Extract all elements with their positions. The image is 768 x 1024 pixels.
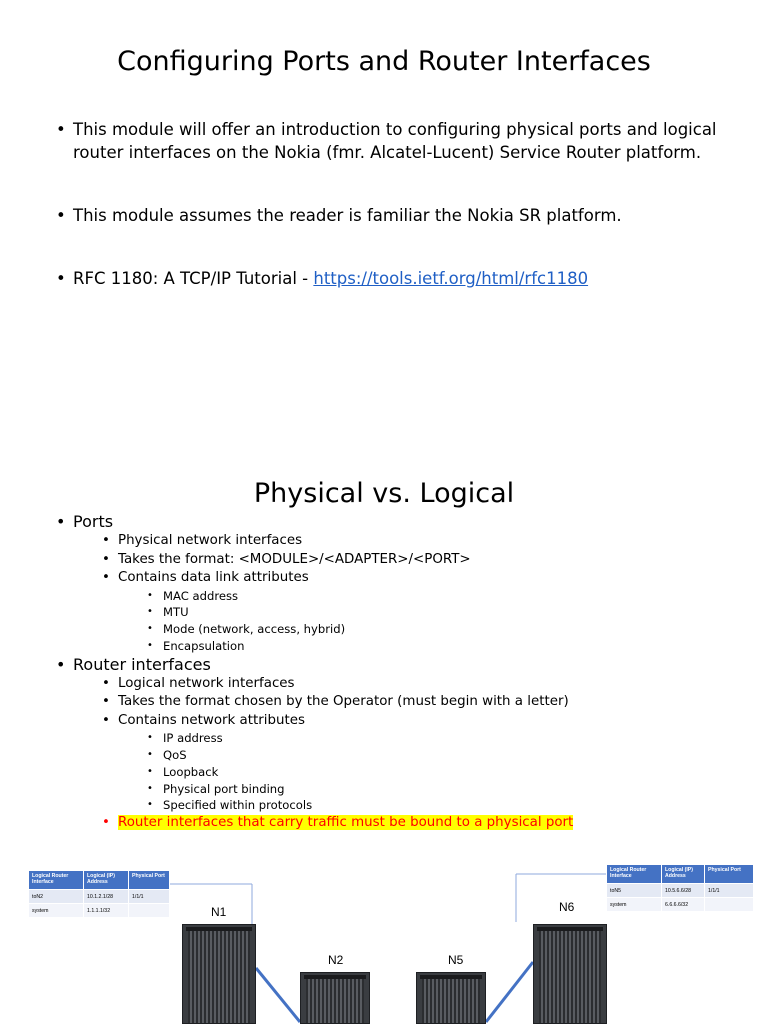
header-interface: Logical Router Interface [29,871,84,890]
router-interfaces-sublist [73,675,746,833]
rfc-bullet [56,267,736,290]
router-interfaces-heading: Router interfaces [73,654,211,674]
router-interfaces-item-label: Contains network attributes [118,712,305,728]
warning-highlight: Router interfaces that carry traffic must be bound to a physical port [118,815,574,831]
table-row [29,904,170,918]
router-n5 [416,972,486,1024]
ports-heading: Ports [73,512,114,531]
rfc-link[interactable]: https://tools.ietf.org/html/rfc1180 [313,269,589,288]
router-interfaces-item [102,712,746,814]
header-port: Physical Port [129,871,170,890]
cell-address: 10.1.2.1/28 [84,890,129,904]
intro-bullet: • This module assumes the reader is familiar the Nokia SR platform. [56,204,736,227]
node-label-n6: N6 [559,900,575,914]
cell-port: 1/1/1 [129,890,170,904]
ports-item-label: Contains data link attributes [118,570,309,585]
table-header-row [29,871,170,890]
node-label-n1: N1 [211,905,227,919]
cell-port [705,898,754,912]
network-attribute: • Specified within protocols [147,797,746,814]
router-slots [422,979,480,1023]
cell-interface: system [29,904,84,918]
network-attribute-list [118,730,746,814]
slide-intro [0,0,768,440]
comparison-bullet-list [56,512,746,833]
header-address: Logical (IP) Address [84,871,129,890]
slide-title: Physical vs. Logical [253,478,515,509]
cell-interface: toN5 [607,884,662,898]
router-slots [188,931,250,1023]
node-label-n5: N5 [448,953,464,967]
router-fan-tray [537,927,603,931]
table-row [29,890,170,904]
port-attribute: • Encapsulation [147,638,746,655]
slide-physical-vs-logical [0,440,768,1024]
cell-port [129,904,170,918]
ports-bullet [56,512,746,655]
link-n1-n2 [256,968,300,1022]
cell-address: 10.5.6.6/28 [662,884,705,898]
header-port: Physical Port [705,865,754,884]
router-fan-tray [186,927,252,931]
binding-warning [102,814,746,833]
port-attribute: • MTU [147,604,746,621]
router-interfaces-item: • Takes the format chosen by the Operator (must begin with a letter) [102,693,746,712]
ports-item: • Takes the format: <MODULE>/<ADAPTER>/<PORT> [102,551,746,570]
cell-interface: system [607,898,662,912]
intro-bullet: • This module will offer an introduction to configuring physical ports and logical router interfaces on the Nokia (fmr. Alcatel-Lucent) Service Router platform. [56,118,736,164]
interface-table-n1 [28,870,170,918]
network-attribute: • IP address [147,730,746,747]
router-interfaces-bullet [56,655,746,833]
router-fan-tray [304,975,366,979]
port-attribute-list [118,588,746,655]
ports-item [102,569,746,655]
network-attribute: • Loopback [147,764,746,781]
router-interfaces-item: • Logical network interfaces [102,675,746,694]
cell-address: 6.6.6.6/32 [662,898,705,912]
router-n2 [300,972,370,1024]
cell-port: 1/1/1 [705,884,754,898]
slide-title: Configuring Ports and Router Interfaces [117,46,651,77]
ports-sublist [73,532,746,655]
network-attribute: • QoS [147,747,746,764]
router-slots [539,931,601,1023]
router-fan-tray [420,975,482,979]
interface-table-n6 [606,864,754,912]
intro-bullet-list [56,118,736,290]
table-header-row [607,865,754,884]
port-attribute: • Mode (network, access, hybrid) [147,621,746,638]
cell-interface: toN2 [29,890,84,904]
link-n5-n6 [486,962,533,1022]
table-row [607,884,754,898]
header-interface: Logical Router Interface [607,865,662,884]
router-n6 [533,924,607,1024]
router-n1 [182,924,256,1024]
header-address: Logical (IP) Address [662,865,705,884]
rfc-label: RFC 1180: A TCP/IP Tutorial - [73,269,314,288]
cell-address: 1.1.1.1/32 [84,904,129,918]
router-slots [306,979,364,1023]
table-row [607,898,754,912]
port-attribute: • MAC address [147,588,746,605]
ports-item: • Physical network interfaces [102,532,746,551]
node-label-n2: N2 [328,953,344,967]
network-diagram [0,842,768,1024]
network-attribute: • Physical port binding [147,781,746,798]
